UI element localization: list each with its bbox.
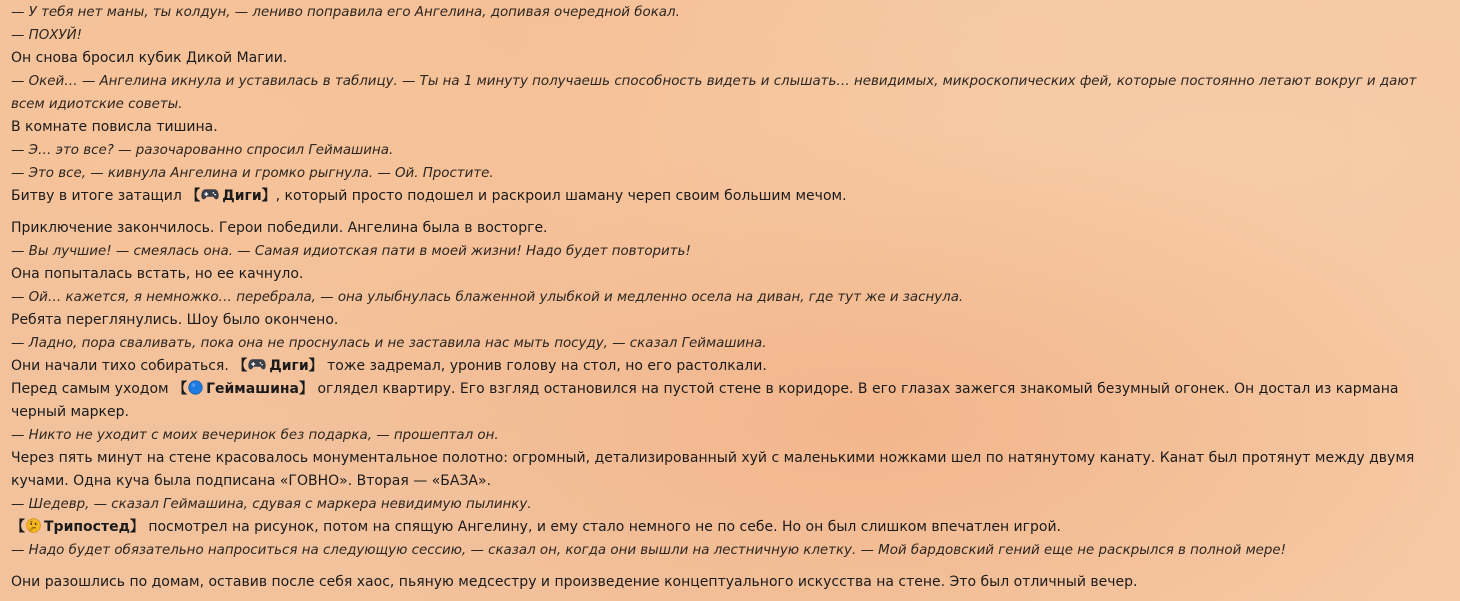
bracket-close: 】 [129,519,144,535]
player-tag-digi [233,358,322,374]
bracket-close: 】 [261,188,276,204]
player-name: Геймашина [206,381,299,397]
dialogue-line: — Никто не уходит с моих вечеринок без подарка, — прошептал он. [11,428,499,443]
gamepad-icon [201,188,219,201]
dialogue-line: — Вы лучшие! — смеялась она. — Самая идиотская пати в моей жизни! Надо будет повторить! [11,244,691,259]
bracket-close: 】 [308,358,323,374]
blue-circle-icon [188,380,203,395]
player-tag-digi [186,188,275,204]
bracket-open: 【 [233,358,248,374]
player-name: Диги [222,188,262,204]
dialogue-line: — Ой… кажется, я немножко… перебрала, — она улыбнулась блаженной улыбкой и медленно осела на диван, где тут же и заснула. [11,290,964,305]
dialogue-line: — Надо будет обязательно напроситься на следующую сессию, — сказал он, когда они вышли на лестничную клетку. — Мой бардовский гений еще не раскрылся в полной мере! [11,543,1287,558]
dialogue-line: — Шедевр, — сказал Геймашина, сдувая с маркера невидимую пылинку. [11,497,532,512]
narration-line [11,378,1451,424]
gamepad-icon [248,358,266,371]
narration-line: Она попыталась встать, но ее качнуло. [11,266,304,282]
player-tag-triposted [11,519,144,535]
dialogue-line: — Э… это все? — разочарованно спросил Геймашина. [11,143,394,158]
narration-line [11,185,1451,208]
bracket-close: 】 [299,381,313,397]
dialogue-line: — Ладно, пора сваливать, пока она не проснулась и не заставила нас мыть посуду, — сказал Геймашина. [11,336,767,351]
narration-line: Через пять минут на стене красовалось монументальное полотно: огромный, детализированный хуй с маленькими ножками шел по натянутому канату. Канат был протянут между двумя кучами. Одна куча была подписана «ГОВНО». Вторая — «БАЗА». [11,450,1415,489]
text-before: Они начали тихо собираться. [11,358,234,374]
narration-line: Они разошлись по домам, оставив после себя хаос, пьяную медсестру и произведение концептуального искусства на стене. Это был отличный вечер. [11,574,1138,590]
narration-line: В комнате повисла тишина. [11,119,218,135]
dialogue-line: — Это все, — кивнула Ангелина и громко рыгнула. — Ой. Простите. [11,166,494,181]
text-after: посмотрел на рисунок, потом на спящую Ангелину, и ему стало немного не по себе. Но он был слишком впечатлен игрой. [143,519,1062,535]
text-before: Битву в итоге затащил [11,188,187,204]
narration-line [11,516,1451,539]
dialogue-line: — У тебя нет маны, ты колдун, — лениво поправила его Ангелина, допивая очередной бокал. [11,5,680,20]
text-after: оглядел квартиру. Его взгляд остановился на пустой стене в коридоре. В его глазах зажегся знакомый безумный огонек. Он достал из кармана черный маркер. [11,381,1399,420]
story-text [11,1,1451,594]
dialogue-line: — ПОХУЙ! [11,28,82,43]
narration-line: Ребята переглянулись. Шоу было окончено. [11,312,339,328]
text-after: , который просто подошел и раскроил шаману череп своим большим мечом. [275,188,847,204]
bracket-open: 【 [173,381,188,397]
player-name: Трипостед [44,519,130,535]
bracket-open: 【 [186,188,201,204]
player-name: Диги [269,358,309,374]
narration-line [11,355,1451,378]
bracket-open: 【 [11,519,25,535]
dialogue-line: — Окей… — Ангелина икнула и уставилась в таблицу. — Ты на 1 минуту получаешь способность видеть и слышать… невидимых, микроскопических фей, которые постоянно летают вокруг и дают всем идиотские советы. [11,74,1417,112]
narration-line: Приключение закончилось. Герои победили. Ангелина была в восторге. [11,220,548,236]
text-after: тоже задремал, уронив голову на стол, но его растолкали. [322,358,767,374]
text-before: Перед самым уходом [11,381,174,397]
player-tag-geimashina [173,381,313,397]
thinking-face-icon [26,518,41,533]
narration-line: Он снова бросил кубик Дикой Магии. [11,50,288,66]
